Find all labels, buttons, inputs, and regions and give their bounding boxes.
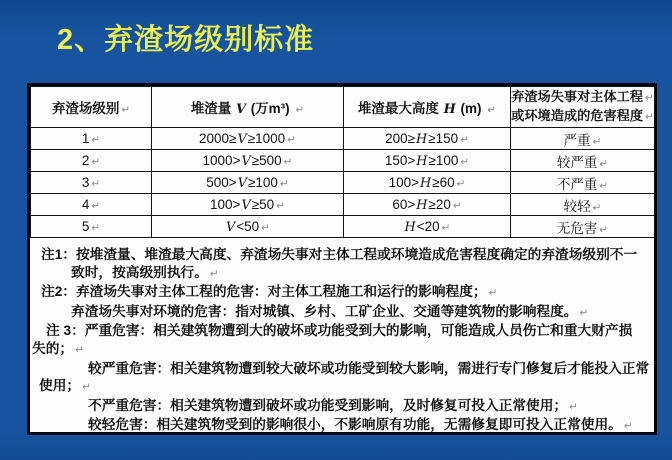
col-header-volume	[152, 87, 344, 128]
return-mark-icon: ↵	[645, 111, 654, 123]
return-mark-icon: ↵	[488, 287, 498, 300]
table-header-row	[31, 87, 655, 128]
note-line: 失的； ↵	[32, 340, 84, 356]
cell-volume: V<50 ↵	[152, 216, 344, 238]
col-header-hazard	[511, 87, 655, 128]
cell-hazard: 较严重 ↵	[511, 150, 655, 172]
cell-volume: 1000>V≥500 ↵	[152, 150, 344, 172]
cell-level: 1 ↵	[31, 128, 152, 150]
return-mark-icon: ↵	[487, 104, 497, 116]
return-mark-icon: ↵	[82, 381, 91, 394]
return-mark-icon: ↵	[460, 155, 470, 168]
note-line: 较严重危害：相关建筑物遭到较大破坏或功能受到较大影响，需进行专门修复后才能投入正常	[88, 360, 650, 376]
cell-level: 5 ↵	[31, 216, 152, 238]
cell-hazard: 不严重 ↵	[511, 172, 655, 194]
return-mark-icon: ↵	[276, 199, 285, 212]
return-mark-icon: ↵	[209, 267, 219, 280]
return-mark-icon: ↵	[121, 104, 131, 116]
note-line: 使用； ↵	[39, 378, 91, 394]
table-row	[31, 216, 655, 238]
cell-level: 2 ↵	[31, 150, 152, 172]
header-label: 堆渣量 V (万m³)	[190, 101, 290, 117]
return-mark-icon: ↵	[75, 343, 84, 356]
note-line: 注1：按堆渣量、堆渣最大高度、弃渣场失事对主体工程或环境造成危害程度确定的弃渣场级别不一	[41, 247, 638, 262]
header-label: 或环境造成的危害程度	[511, 108, 644, 123]
return-mark-icon: ↵	[599, 223, 609, 236]
cell-level: 3 ↵	[31, 172, 152, 194]
cell-height: 100>H≥60 ↵	[344, 172, 511, 194]
return-mark-icon: ↵	[91, 222, 101, 234]
cell-volume: 100>V≥50 ↵	[152, 194, 344, 216]
return-mark-icon: ↵	[599, 157, 609, 170]
cell-height: 150>H≥100 ↵	[344, 150, 511, 172]
return-mark-icon: ↵	[579, 306, 589, 319]
note-line: 注 3：严重危害：相关建筑物遭到大的破坏或功能受到大的影响，可能造成人员伤亡和重大财产损	[46, 323, 633, 339]
table-row	[31, 194, 655, 216]
col-header-level	[31, 87, 152, 128]
cell-height: 60>H≥20 ↵	[344, 194, 511, 216]
return-mark-icon: ↵	[91, 156, 101, 168]
cell-volume: 2000≥V≥1000 ↵	[152, 128, 344, 150]
header-label: 弃渣场级别	[51, 101, 120, 116]
cell-height: H<20 ↵	[344, 216, 511, 238]
col-header-height	[344, 87, 511, 128]
return-mark-icon: ↵	[441, 221, 451, 234]
note-line: 致时，按高级别执行。 ↵	[71, 264, 219, 280]
cell-height: 200≥H≥150 ↵	[344, 128, 511, 150]
return-mark-icon: ↵	[452, 199, 462, 212]
return-mark-icon: ↵	[261, 221, 270, 234]
cell-level: 4 ↵	[31, 194, 152, 216]
return-mark-icon: ↵	[283, 155, 293, 168]
return-mark-icon: ↵	[456, 177, 466, 190]
notes-section	[30, 238, 654, 436]
return-mark-icon: ↵	[460, 133, 469, 146]
table-row	[31, 172, 655, 194]
return-mark-icon: ↵	[91, 178, 101, 190]
note-line: 较轻危害：相关建筑物受到的影响很小，不影响原有功能，无需修复即可投入正常使用。 ↵	[88, 417, 633, 433]
cell-hazard: 较轻 ↵	[511, 194, 655, 216]
content-box	[27, 83, 657, 435]
return-mark-icon: ↵	[623, 420, 633, 433]
cell-hazard: 无危害 ↵	[511, 216, 655, 238]
return-mark-icon: ↵	[599, 179, 609, 192]
table-row	[31, 150, 655, 172]
return-mark-icon: ↵	[91, 134, 101, 146]
table-row	[31, 128, 655, 150]
return-mark-icon: ↵	[279, 177, 289, 190]
return-mark-icon: ↵	[287, 133, 296, 146]
return-mark-icon: ↵	[592, 201, 602, 214]
page-title: 2、弃渣场级别标准	[57, 24, 315, 56]
standards-table	[30, 86, 655, 238]
header-label: 弃渣场失事对主体工程	[511, 89, 644, 104]
return-mark-icon: ↵	[91, 200, 101, 212]
header-label: 堆渣最大高度 H (m)	[357, 101, 482, 117]
cell-hazard: 严重 ↵	[511, 128, 655, 150]
cell-volume: 500>V≥100 ↵	[152, 172, 344, 194]
return-mark-icon: ↵	[645, 92, 654, 104]
note-line: 弃渣场失事对环境的危害：指对城镇、乡村、工矿企业、交通等建筑物的影响程度。 ↵	[71, 303, 589, 319]
note-line: 注2：弃渣场失事对主体工程的危害：对主体工程施工和运行的影响程度； ↵	[41, 284, 498, 300]
note-line: 不严重危害：相关建筑物遭到破坏或功能受到影响，及时修复可投入正常使用； ↵	[88, 397, 578, 413]
return-mark-icon: ↵	[295, 104, 305, 116]
return-mark-icon: ↵	[592, 135, 602, 148]
return-mark-icon: ↵	[569, 400, 578, 413]
